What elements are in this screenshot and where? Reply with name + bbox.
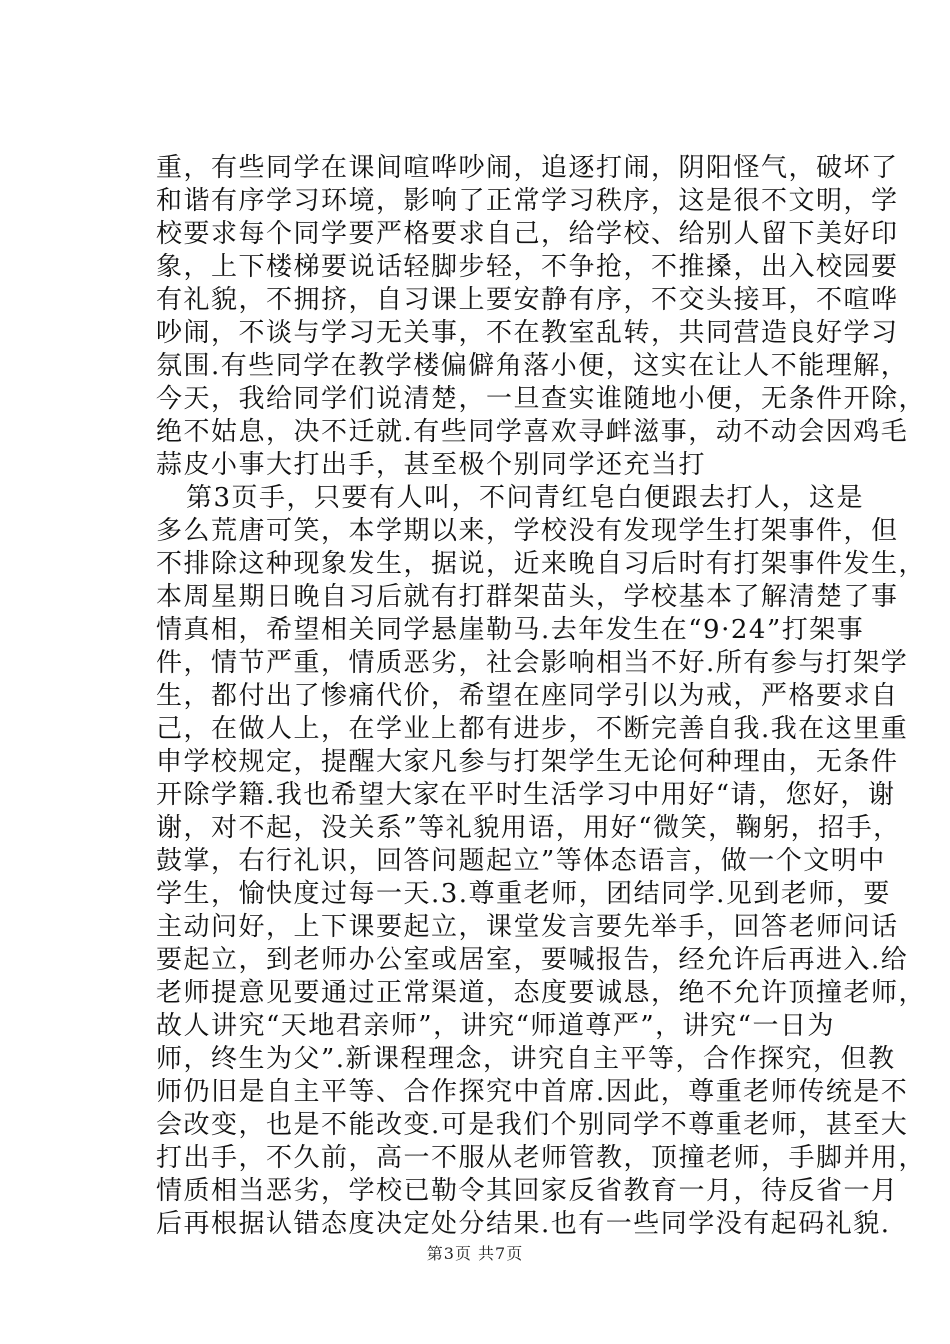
text-line: 象，上下楼梯要说话轻脚步轻，不争抢，不推搡，出入校园要	[156, 252, 899, 282]
text-line: 重，有些同学在课间喧哗吵闹，追逐打闹，阴阳怪气，破坏了	[156, 153, 899, 183]
text-line: 打出手，不久前，高一不服从老师管教，顶撞老师，手脚并用，	[156, 1143, 927, 1173]
text-line: 开除学籍.我也希望大家在平时生活学习中用好“请，您好，谢	[156, 780, 896, 810]
text-line: 校要求每个同学要严格要求自己，给学校、给别人留下美好印	[156, 219, 899, 249]
text-line: 件，情节严重，情质恶劣，社会影响相当不好.所有参与打架学	[156, 648, 909, 678]
text-line: 鼓掌，右行礼识，回答问题起立”等体态语言，做一个文明中	[156, 846, 886, 876]
text-line: 多么荒唐可笑，本学期以来，学校没有发现学生打架事件，但	[156, 516, 899, 546]
text-line: 氛围.有些同学在教学楼偏僻角落小便，这实在让人不能理解，	[156, 351, 909, 381]
page-footer: 第3页 共7页	[426, 1244, 524, 1263]
text-line: 吵闹，不谈与学习无关事，不在教室乱转，共同营造良好学习	[156, 318, 899, 348]
text-line: 本周星期日晚自习后就有打群架苗头，学校基本了解清楚了事	[156, 582, 899, 612]
text-line: 后再根据认错态度决定处分结果.也有一些同学没有起码礼貌.	[156, 1209, 891, 1239]
text-line: 有礼貌，不拥挤，自习课上要安静有序，不交头接耳，不喧哗	[156, 285, 899, 315]
text-line: 第3页手，只要有人叫，不问青红皂白便跟去打人，这是	[186, 483, 865, 513]
text-line: 绝不姑息，决不迁就.有些同学喜欢寻衅滋事，动不动会因鸡毛	[156, 417, 909, 447]
text-line: 今天，我给同学们说清楚，一旦查实谁随地小便，无条件开除，	[156, 384, 927, 414]
text-line: 会改变，也是不能改变.可是我们个别同学不尊重老师，甚至大	[156, 1110, 909, 1140]
text-line: 生，都付出了惨痛代价，希望在座同学引以为戒，严格要求自	[156, 681, 899, 711]
text-line: 老师提意见要通过正常渠道，态度要诚恳，绝不允许顶撞老师，	[156, 978, 927, 1008]
text-line: 学生，愉快度过每一天.3.尊重老师，团结同学.见到老师，要	[156, 879, 891, 909]
text-line: 故人讲究“天地君亲师”，讲究“师道尊严”，讲究“一日为	[156, 1011, 835, 1041]
text-line: 谢，对不起，没关系”等礼貌用语，用好“微笑，鞠躬，招手，	[156, 813, 901, 843]
text-line: 情真相，希望相关同学悬崖勒马.去年发生在“9·24”打架事	[156, 615, 865, 645]
text-line: 主动问好，上下课要起立，课堂发言要先举手，回答老师问话	[156, 912, 899, 942]
body-text	[156, 152, 927, 1241]
text-line: 要起立，到老师办公室或居室，要喊报告，经允许后再进入.给	[156, 945, 909, 975]
text-line: 和谐有序学习环境，影响了正常学习秩序，这是很不文明，学	[156, 186, 899, 216]
text-line: 申学校规定，提醒大家凡参与打架学生无论何种理由，无条件	[156, 747, 899, 777]
text-line: 情质相当恶劣，学校已勒令其回家反省教育一月，待反省一月	[156, 1176, 899, 1206]
text-line: 师仍旧是自主平等、合作探究中首席.因此，尊重老师传统是不	[156, 1077, 909, 1107]
text-line: 不排除这种现象发生，据说，近来晚自习后时有打架事件发生，	[156, 549, 927, 579]
text-line: 蒜皮小事大打出手，甚至极个别同学还充当打	[156, 450, 707, 480]
text-line: 师，终生为父”.新课程理念，讲究自主平等，合作探究，但教	[156, 1044, 896, 1074]
text-line: 己，在做人上，在学业上都有进步，不断完善自我.我在这里重	[156, 714, 909, 744]
